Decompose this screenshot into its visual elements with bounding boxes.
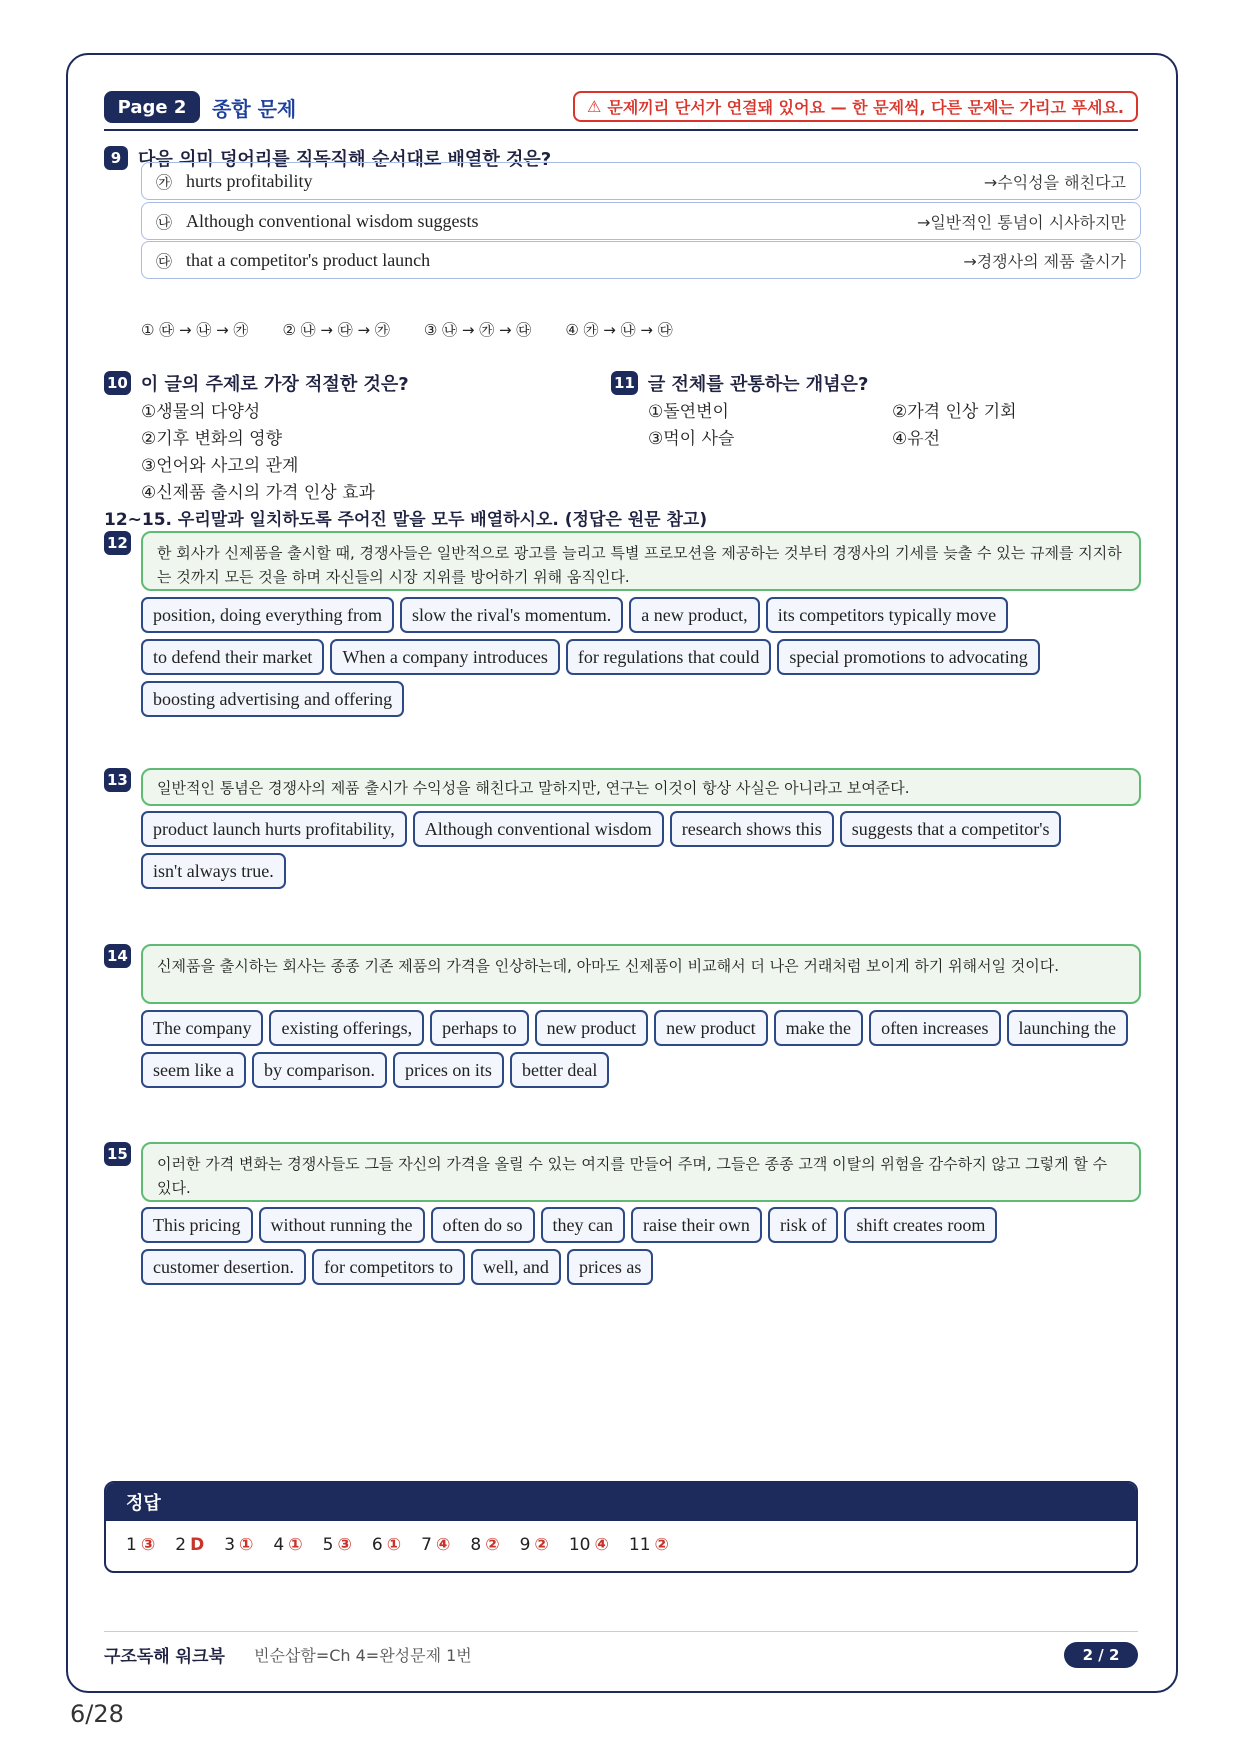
question-prompt: 다음 의미 덩어리를 직독직해 순서대로 배열한 것은? (138, 149, 552, 170)
option[interactable]: ④유전 (892, 429, 941, 449)
chunk-english: that a competitor's product launch (186, 249, 431, 270)
question-10 (104, 370, 409, 396)
option[interactable]: ③ ㉯ → ㉮ → ㉰ (423, 321, 532, 339)
answer-item (372, 1535, 401, 1555)
word-tile[interactable]: product launch hurts profitability, (141, 811, 407, 847)
option[interactable]: ②가격 인상 기회 (892, 402, 1017, 422)
word-tile[interactable]: often increases (869, 1010, 1000, 1046)
word-tile[interactable]: isn't always true. (141, 853, 286, 889)
question-prompt: 글 전체를 관통하는 개념은? (647, 374, 869, 395)
answer-item (175, 1535, 204, 1555)
q11-options (648, 399, 1048, 453)
question-prompt: 이 글의 주제로 가장 적절한 것은? (140, 374, 409, 395)
page-title: 종합 문제 (212, 97, 297, 121)
chunk-marker: ㉯ (156, 212, 173, 232)
answer-item (569, 1535, 609, 1555)
answer-number: 10 (568, 1535, 591, 1555)
answer-value: ① (386, 1535, 402, 1555)
answer-list (106, 1521, 1136, 1555)
korean-translation: 한 회사가 신제품을 출시할 때, 경쟁사들은 일반적으로 광고를 늘리고 특별 프로모션을 제공하는 것부터 경쟁사의 기세를 늦출 수 있는 규제를 지지하는 것까지 모든 것을 하며 자신들의 시장 지위를 방어하기 위해 움직인다. (141, 531, 1141, 591)
word-tile[interactable]: a new product, (629, 597, 759, 633)
word-tile[interactable]: without running the (259, 1207, 425, 1243)
answer-value: ④ (435, 1535, 451, 1555)
answer-value: ③ (140, 1535, 156, 1555)
page-footer (104, 1631, 1138, 1675)
word-tile[interactable]: slow the rival's momentum. (400, 597, 623, 633)
korean-translation: 일반적인 통념은 경쟁사의 제품 출시가 수익성을 해친다고 말하지만, 연구는 이것이 항상 사실은 아니라고 보여준다. (141, 768, 1141, 806)
word-tile[interactable]: to defend their market (141, 639, 324, 675)
answer-number: 8 (470, 1535, 482, 1555)
section-heading: 12~15. 우리말과 일치하도록 주어진 말을 모두 배열하시오. (정답은 원문 참고) (104, 510, 708, 530)
word-tile[interactable]: perhaps to (430, 1010, 528, 1046)
option[interactable]: ④신제품 출시의 가격 인상 효과 (141, 483, 375, 503)
word-tile[interactable]: raise their own (631, 1207, 762, 1243)
answer-number: 5 (322, 1535, 334, 1555)
word-tile[interactable]: often do so (431, 1207, 535, 1243)
word-tile[interactable]: suggests that a competitor's (840, 811, 1062, 847)
answer-value: ② (485, 1535, 500, 1555)
chunk-marker: ㉮ (156, 172, 173, 192)
answer-number: 6 (371, 1535, 383, 1555)
korean-translation: 이러한 가격 변화는 경쟁사들도 그들 자신의 가격을 올릴 수 있는 여지를 만들어 주며, 그들은 종종 고객 이탈의 위험을 감수하지 않고 그렇게 할 수 있다. (141, 1142, 1141, 1202)
word-tile[interactable]: research shows this (670, 811, 834, 847)
page-badge: Page 2 (104, 91, 200, 123)
answer-value: ③ (337, 1535, 352, 1555)
word-tile[interactable]: When a company introduces (330, 639, 559, 675)
warning-banner (573, 91, 1138, 122)
answer-value: ④ (594, 1535, 609, 1555)
answer-value: ② (654, 1535, 669, 1555)
answer-item (629, 1535, 669, 1555)
word-tile[interactable]: shift creates room (844, 1207, 997, 1243)
word-tiles (141, 597, 1141, 717)
answer-key (104, 1481, 1138, 1573)
answer-item (126, 1535, 155, 1555)
question-11 (611, 370, 868, 396)
meaning-chunk (141, 241, 1141, 279)
word-tile[interactable]: better deal (510, 1052, 609, 1088)
answer-number: 4 (273, 1535, 285, 1555)
word-tile[interactable]: they can (541, 1207, 625, 1243)
answer-number: 1 (126, 1535, 137, 1555)
question-number: 9 (104, 146, 128, 170)
answer-number: 7 (421, 1535, 432, 1555)
question-14-number: 14 (104, 944, 131, 968)
word-tile[interactable]: new product (654, 1010, 767, 1046)
answer-item (421, 1535, 450, 1555)
word-tile[interactable]: position, doing everything from (141, 597, 394, 633)
option[interactable]: ③언어와 사고의 관계 (141, 456, 299, 476)
word-tile[interactable]: make the (774, 1010, 863, 1046)
answer-number: 11 (628, 1535, 651, 1555)
answer-value: ① (288, 1535, 303, 1555)
chunk-korean: →일반적인 통념이 시사하지만 (916, 212, 1126, 232)
word-tile[interactable]: This pricing (141, 1207, 253, 1243)
answer-item (520, 1535, 549, 1555)
question-12-number: 12 (104, 531, 131, 555)
chunk-english: hurts profitability (186, 170, 313, 191)
word-tile[interactable]: The company (141, 1010, 263, 1046)
word-tile[interactable]: well, and (471, 1249, 561, 1285)
answer-item (224, 1535, 253, 1555)
word-tiles (141, 811, 1141, 889)
chunk-marker: ㉰ (156, 251, 173, 271)
option[interactable]: ① ㉰ → ㉯ → ㉮ (141, 321, 249, 339)
option[interactable]: ③먹이 사슬 (648, 429, 735, 449)
q10-options (141, 399, 375, 507)
page-indicator: 2 / 2 (1064, 1642, 1138, 1668)
answer-item (273, 1535, 302, 1555)
option[interactable]: ④ ㉮ → ㉯ → ㉰ (565, 321, 673, 339)
chapter-label: 빈순삽함=Ch 4=완성문제 1번 (254, 1646, 472, 1665)
option[interactable]: ①생물의 다양성 (141, 402, 261, 422)
question-number: 11 (611, 371, 638, 395)
word-tile[interactable]: risk of (768, 1207, 839, 1243)
answer-number: 3 (224, 1535, 236, 1555)
warning-icon: ⚠ (587, 97, 602, 116)
word-tile[interactable]: new product (535, 1010, 648, 1046)
word-tile[interactable]: Although conventional wisdom (413, 811, 664, 847)
word-tile[interactable]: prices on its (393, 1052, 504, 1088)
word-tile[interactable]: seem like a (141, 1052, 246, 1088)
book-title: 구조독해 워크북 (104, 1647, 225, 1667)
chunk-korean: →수익성을 해친다고 (983, 172, 1126, 192)
question-13-number: 13 (104, 768, 131, 792)
answer-number: 2 (175, 1535, 187, 1555)
answer-item (323, 1535, 352, 1555)
word-tile[interactable]: its competitors typically move (766, 597, 1008, 633)
word-tile[interactable]: for competitors to (312, 1249, 465, 1285)
answer-key-title: 정답 (106, 1483, 1136, 1521)
word-tile[interactable]: launching the (1007, 1010, 1128, 1046)
word-tile[interactable]: by comparison. (252, 1052, 387, 1088)
word-tiles (141, 1010, 1141, 1088)
document-page-number: 6/28 (70, 1700, 124, 1728)
option[interactable]: ② ㉯ → ㉰ → ㉮ (282, 321, 390, 339)
chunk-korean: →경쟁사의 제품 출시가 (963, 251, 1126, 271)
q9-options (141, 319, 673, 340)
word-tile[interactable]: existing offerings, (269, 1010, 424, 1046)
option[interactable]: ②기후 변화의 영향 (141, 429, 283, 449)
page-header (104, 91, 1138, 131)
option[interactable]: ①돌연변이 (648, 402, 729, 422)
word-tile[interactable]: boosting advertising and offering (141, 681, 404, 717)
question-number: 10 (104, 371, 131, 395)
korean-translation: 신제품을 출시하는 회사는 종종 기존 제품의 가격을 인상하는데, 아마도 신제품이 비교해서 더 나은 거래처럼 보이게 하기 위해서일 것이다. (141, 944, 1141, 1004)
word-tiles (141, 1207, 1141, 1285)
meaning-chunk (141, 202, 1141, 240)
word-tile[interactable]: prices as (567, 1249, 653, 1285)
answer-number: 9 (519, 1535, 531, 1555)
answer-value: D (190, 1535, 205, 1555)
word-tile[interactable]: special promotions to advocating (777, 639, 1039, 675)
question-15-number: 15 (104, 1142, 131, 1166)
chunk-english: Although conventional wisdom suggests (186, 210, 479, 231)
word-tile[interactable]: customer desertion. (141, 1249, 306, 1285)
answer-value: ① (239, 1535, 254, 1555)
meaning-chunk (141, 162, 1141, 200)
worksheet-page (66, 53, 1178, 1693)
answer-value: ② (534, 1535, 549, 1555)
answer-item (470, 1535, 499, 1555)
warning-text: 문제끼리 단서가 연결돼 있어요 — 한 문제씩, 다른 문제는 가리고 푸세요. (607, 98, 1124, 117)
word-tile[interactable]: for regulations that could (566, 639, 771, 675)
